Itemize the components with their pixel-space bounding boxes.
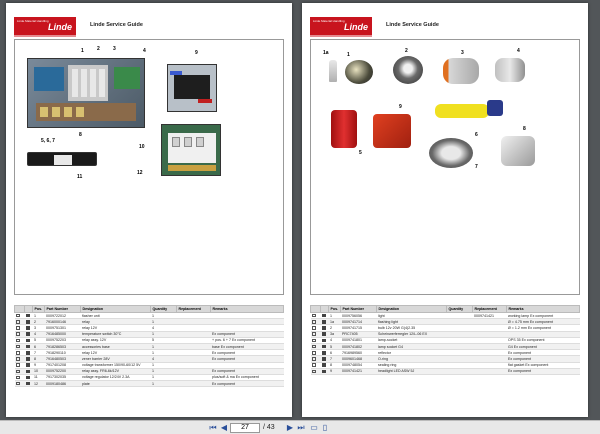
header-quantity: Quantity	[447, 306, 473, 313]
right-page	[302, 3, 588, 417]
info-icon[interactable]	[26, 332, 30, 336]
info-icon[interactable]	[322, 314, 326, 318]
row-part-number: 7916989560	[341, 350, 377, 356]
row-replacement	[473, 368, 507, 374]
cart-icon[interactable]	[16, 320, 20, 324]
info-icon[interactable]	[26, 363, 30, 367]
logo-brand: Linde	[344, 22, 368, 32]
row-designation: reflector	[377, 350, 447, 356]
cart-icon[interactable]	[16, 370, 20, 374]
first-page-icon[interactable]: ⏮	[209, 423, 217, 432]
row-designation: relay 12V	[81, 325, 151, 331]
header-pos: Pos.	[329, 306, 341, 313]
info-icon[interactable]	[322, 326, 326, 330]
info-icon[interactable]	[26, 339, 30, 343]
row-designation: plate	[81, 381, 151, 387]
row-part-number: 7917401208	[45, 362, 81, 368]
row-replacement	[177, 381, 211, 387]
linde-logo	[14, 17, 76, 37]
row-remarks: G4 Ex component	[507, 343, 580, 349]
row-icon-b[interactable]	[321, 368, 329, 374]
row-quantity: 1	[151, 350, 177, 356]
row-pos: 11	[33, 374, 45, 380]
row-part-number: 7916480503	[45, 356, 81, 362]
header-icon-b	[321, 306, 329, 313]
row-designation: relay 12V	[81, 350, 151, 356]
row-remarks: Ex component	[507, 356, 580, 362]
callout-8: 8	[79, 132, 82, 138]
yellow-light-photo	[435, 104, 489, 118]
row-designation: voltage regulator 12/24V 2.3A	[81, 374, 151, 380]
cart-icon[interactable]	[312, 357, 316, 361]
row-quantity: 1	[151, 319, 177, 325]
row-remarks: Ex component	[211, 350, 284, 356]
row-icon-b[interactable]	[25, 381, 33, 387]
row-remarks: Ex component	[507, 368, 580, 374]
red-beacon-photo	[331, 110, 357, 148]
row-pos: 9	[329, 368, 341, 374]
cart-icon[interactable]	[312, 332, 316, 336]
row-designation: relay	[81, 319, 151, 325]
row-pos: 8	[33, 356, 45, 362]
row-quantity: 4	[151, 325, 177, 331]
cart-icon[interactable]	[312, 320, 316, 324]
table-header	[15, 306, 284, 313]
row-remarks: Ex component	[507, 350, 580, 356]
row-pos: 4	[33, 331, 45, 337]
row-designation: flasher unit	[81, 313, 151, 319]
callout-1a: 1a	[323, 50, 329, 56]
info-icon[interactable]	[26, 345, 30, 349]
row-designation: Scheinwerferregler 12/L-06 EX	[377, 331, 447, 337]
flashing-light-photo	[443, 58, 479, 84]
cart-icon[interactable]	[16, 363, 20, 367]
row-pos: 12	[33, 381, 45, 387]
header-icon-a	[15, 306, 25, 313]
row-designation: lamp socket G4	[377, 343, 447, 349]
next-page-icon[interactable]: ▶	[286, 423, 294, 432]
cart-icon[interactable]	[312, 339, 316, 343]
row-replacement: 0009741421	[473, 313, 507, 319]
row-icon-a[interactable]	[15, 381, 25, 387]
row-remarks: working lamp Ex component	[507, 313, 580, 319]
row-remarks: base Ex component	[211, 343, 284, 349]
row-pos: 9	[33, 362, 45, 368]
cart-icon[interactable]	[16, 332, 20, 336]
row-remarks: + pos. 6 + 7 Ex component	[211, 337, 284, 343]
row-remarks: Ex component	[211, 368, 284, 374]
row-pos: 3	[33, 325, 45, 331]
left-page	[6, 3, 292, 417]
row-designation: headlight LED ASW 5J	[377, 368, 447, 374]
callout-3: 3	[461, 50, 464, 56]
callout-11: 11	[77, 174, 83, 180]
callout-8: 8	[523, 126, 526, 132]
info-icon[interactable]	[322, 357, 326, 361]
parts-figure	[14, 39, 284, 295]
row-remarks: Ø = 4.75 mm Ex component	[507, 319, 580, 325]
row-part-number: 0009741421	[341, 368, 377, 374]
row-remarks: Ø = 1.2 mm Ex component	[507, 325, 580, 331]
row-pos: 5	[33, 337, 45, 343]
info-icon[interactable]	[322, 345, 326, 349]
row-remarks: Ex component	[211, 356, 284, 362]
row-part-number: 0009756056	[341, 313, 377, 319]
table-header	[311, 306, 580, 313]
row-remarks: flat gasket Ex component	[507, 362, 580, 368]
header-replacement: Replacement	[177, 306, 211, 313]
transformer-photo	[167, 64, 217, 112]
row-quantity: 1	[151, 374, 177, 380]
row-designation: relay assy. 12V	[81, 337, 151, 343]
callout-7: 7	[475, 164, 478, 170]
cart-icon[interactable]	[16, 376, 20, 380]
callout-1: 1	[347, 52, 350, 58]
table-row	[15, 381, 284, 387]
row-quantity: 4	[151, 356, 177, 362]
cylinder-lamp-photo	[501, 136, 535, 166]
parts-table-right	[310, 305, 580, 375]
row-pos: 1	[33, 313, 45, 319]
row-remarks: plus/soft & ma Ex component	[211, 374, 284, 380]
single-page-view-icon[interactable]: ▭	[310, 423, 318, 432]
info-icon[interactable]	[26, 351, 30, 355]
row-designation: voltage transformer 150/90-60/12 5V	[81, 362, 151, 368]
row-quantity: 1	[151, 381, 177, 387]
callout-10: 10	[139, 144, 145, 150]
work-lamp-photo	[345, 60, 373, 84]
parts-table-left	[14, 305, 284, 387]
row-designation: relay assy. FR6-6k/12V	[81, 368, 151, 374]
row-remarks: OPS 35 Ex component	[507, 337, 580, 343]
row-part-number: 0009751301	[45, 325, 81, 331]
cart-icon[interactable]	[16, 326, 20, 330]
previous-page-icon[interactable]: ◀	[220, 423, 228, 432]
linde-logo	[310, 17, 372, 37]
relay-board-photo	[161, 124, 221, 176]
callout-6: 6	[475, 132, 478, 138]
row-pos: 4	[329, 337, 341, 343]
info-icon[interactable]	[26, 376, 30, 380]
row-pos: 1	[329, 313, 341, 319]
info-icon[interactable]	[26, 326, 30, 330]
row-part-number: 0009741802	[341, 343, 377, 349]
lamp-2-photo	[393, 56, 423, 84]
callout-2: 2	[405, 48, 408, 54]
cart-icon[interactable]	[16, 382, 20, 386]
row-designation: flashing light	[377, 319, 447, 325]
callout-4: 4	[517, 48, 520, 54]
row-part-number: 0009741801	[341, 337, 377, 343]
header-icon-a	[311, 306, 321, 313]
last-page-icon[interactable]: ⏭	[297, 423, 305, 432]
page-title: Linde Service Guide	[386, 22, 439, 28]
row-designation: O-ring	[377, 356, 447, 362]
row-part-number: 7917302035	[45, 374, 81, 380]
header-designation: Designation	[81, 306, 151, 313]
cart-icon[interactable]	[312, 326, 316, 330]
callout-5: 5	[359, 150, 362, 156]
row-quantity: 1	[151, 331, 177, 337]
header-remarks: Remarks	[211, 306, 284, 313]
two-page-view-icon[interactable]: ▯	[322, 423, 328, 432]
row-pos: 6	[329, 350, 341, 356]
header-designation: Designation	[377, 306, 447, 313]
row-part-number: 7916485000	[45, 331, 81, 337]
logo-tagline: Linde Material Handling	[17, 19, 49, 23]
row-pos: 6	[33, 343, 45, 349]
callout-12: 12	[137, 170, 143, 176]
row-part-number: 0009752203	[45, 337, 81, 343]
cart-icon[interactable]	[312, 314, 316, 318]
callout-3: 3	[113, 46, 116, 52]
red-lamp-photo	[373, 114, 411, 148]
info-icon[interactable]	[26, 370, 30, 374]
info-icon[interactable]	[26, 320, 30, 324]
header-part-number: Part Number	[341, 306, 377, 313]
row-pos: 3a	[329, 331, 341, 337]
row-designation: bulb 12v 20W G(4)2.35	[377, 325, 447, 331]
row-quantity: 1	[151, 343, 177, 349]
electrical-cabinet-photo	[27, 58, 145, 128]
callout-5-6-7: 5, 6, 7	[41, 138, 55, 144]
header-pos: Pos.	[33, 306, 45, 313]
info-icon[interactable]	[26, 357, 30, 361]
cart-icon[interactable]	[16, 357, 20, 361]
voltage-regulator-photo	[27, 152, 97, 166]
callout-4: 4	[143, 48, 146, 54]
row-part-number: 0009741715	[341, 325, 377, 331]
row-quantity: 5	[151, 337, 177, 343]
page-total: / 43	[263, 424, 275, 431]
header-replacement: Replacement	[473, 306, 507, 313]
cart-icon[interactable]	[16, 345, 20, 349]
row-part-number: PRC7405	[341, 331, 377, 337]
lamp-socket-photo	[495, 58, 525, 82]
callout-2: 2	[97, 46, 100, 52]
row-designation: lamp-socket	[377, 337, 447, 343]
row-part-number: 0009601468	[341, 356, 377, 362]
callout-1: 1	[81, 48, 84, 54]
cart-icon[interactable]	[16, 351, 20, 355]
info-icon[interactable]	[26, 382, 30, 386]
row-part-number: 0009748054	[341, 362, 377, 368]
parts-figure	[310, 39, 580, 295]
row-quantity	[447, 368, 473, 374]
info-icon[interactable]	[322, 332, 326, 336]
page-title: Linde Service Guide	[90, 22, 143, 28]
row-quantity: 1	[151, 362, 177, 368]
info-icon[interactable]	[322, 320, 326, 324]
row-part-number: 0009180486	[45, 381, 81, 387]
header-remarks: Remarks	[507, 306, 580, 313]
info-icon[interactable]	[322, 339, 326, 343]
info-icon[interactable]	[322, 363, 326, 367]
row-remarks: Ex component	[211, 381, 284, 387]
row-remarks: Ex component	[211, 331, 284, 337]
row-pos: 5	[329, 343, 341, 349]
row-part-number: 0009752200	[45, 368, 81, 374]
row-pos: 10	[33, 368, 45, 374]
row-designation: light	[377, 313, 447, 319]
oval-lamp-photo	[429, 138, 473, 168]
row-part-number: 7918286503	[45, 343, 81, 349]
row-pos: 1a	[329, 319, 341, 325]
logo-brand: Linde	[48, 22, 72, 32]
row-designation: sealing ring	[377, 362, 447, 368]
row-part-number: 0009741714	[341, 319, 377, 325]
page-navigation-toolbar	[0, 420, 600, 434]
bulb-photo	[329, 60, 337, 82]
row-designation: temperature switch 30°C	[81, 331, 151, 337]
header-part-number: Part Number	[45, 306, 81, 313]
cart-icon[interactable]	[16, 314, 20, 318]
row-part-number: 7916000146	[45, 319, 81, 325]
info-icon[interactable]	[322, 351, 326, 355]
cart-icon[interactable]	[16, 339, 20, 343]
row-designation: accessories base	[81, 343, 151, 349]
cart-icon[interactable]	[312, 351, 316, 355]
callout-9: 9	[195, 50, 198, 56]
logo-tagline: Linde Material Handling	[313, 19, 345, 23]
row-part-number: 0009722012	[45, 313, 81, 319]
callout-9: 9	[399, 104, 402, 110]
row-icon-a[interactable]	[311, 368, 321, 374]
info-icon[interactable]	[26, 314, 30, 318]
cart-icon[interactable]	[312, 370, 316, 374]
cart-icon[interactable]	[312, 363, 316, 367]
row-pos: 8	[329, 362, 341, 368]
row-pos: 7	[33, 350, 45, 356]
row-pos: 2	[329, 325, 341, 331]
row-designation: zener barrier 28V	[81, 356, 151, 362]
row-pos: 2	[33, 319, 45, 325]
info-icon[interactable]	[322, 370, 326, 374]
row-quantity: 1	[151, 368, 177, 374]
cart-icon[interactable]	[312, 345, 316, 349]
row-part-number: 7918290110	[45, 350, 81, 356]
header-icon-b	[25, 306, 33, 313]
header-quantity: Quantity	[151, 306, 177, 313]
table-row	[311, 368, 580, 374]
row-quantity: 1	[151, 313, 177, 319]
row-pos: 7	[329, 356, 341, 362]
page-number-input[interactable]: 27	[230, 423, 260, 433]
